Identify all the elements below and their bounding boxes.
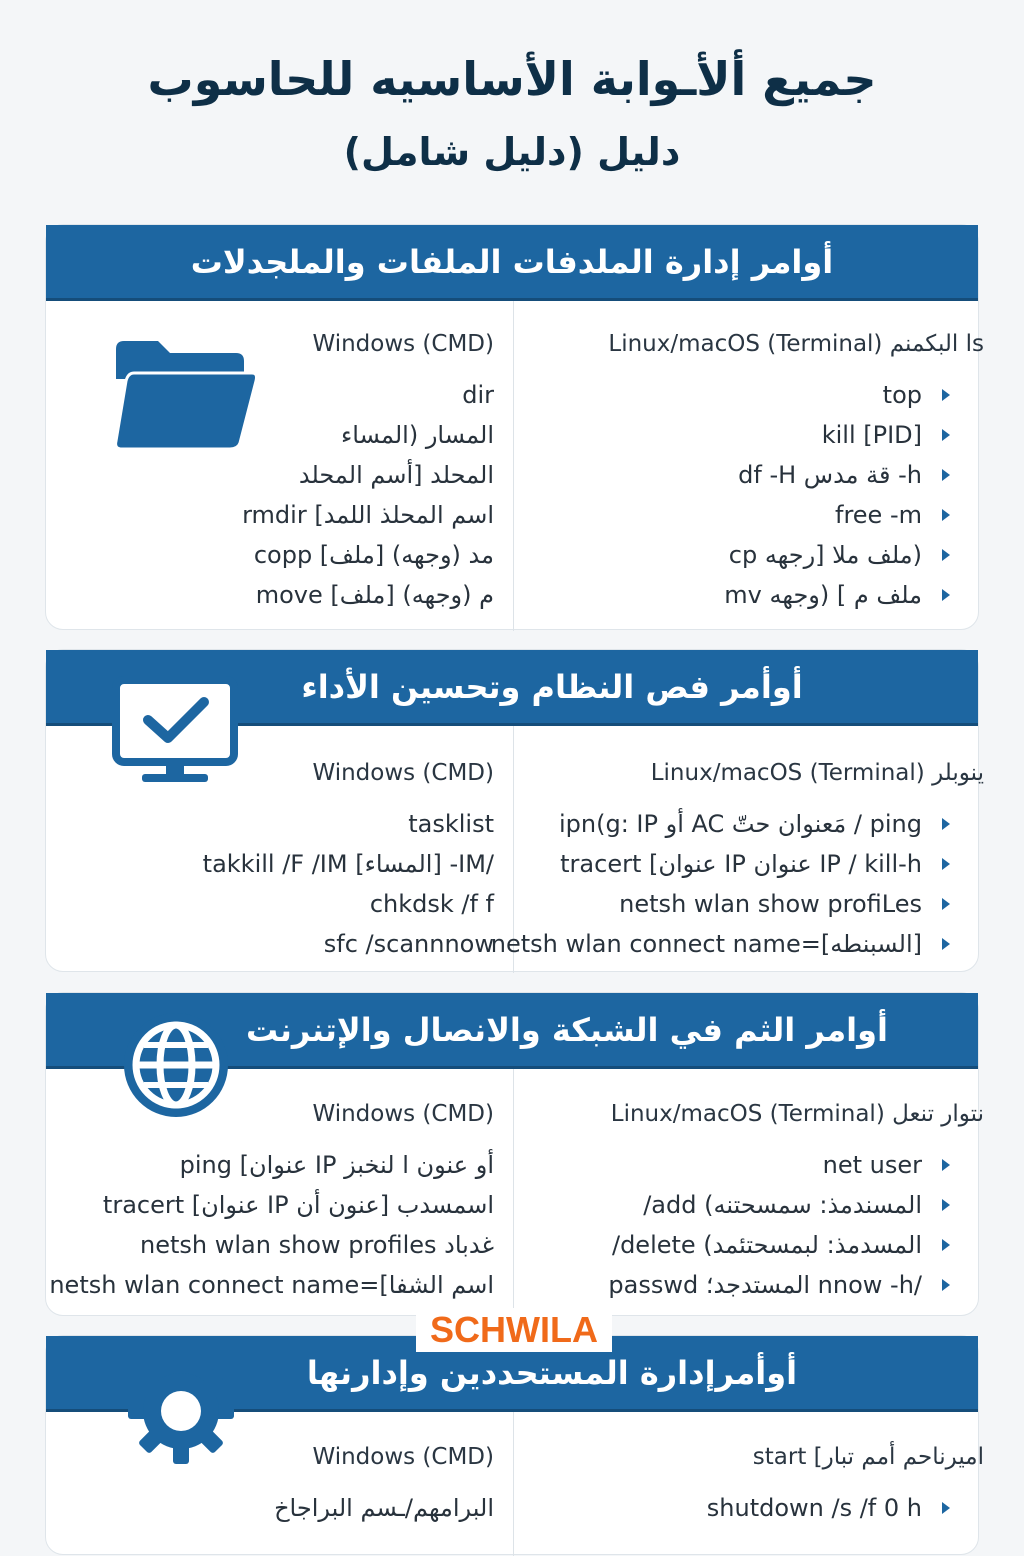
bullet-arrow-icon xyxy=(942,1239,950,1251)
command-text: kill [PID] xyxy=(821,421,922,449)
section-title: أوأمر فص النظام وتحسين الأداء xyxy=(301,667,803,706)
command-row xyxy=(823,1145,950,1185)
command-row xyxy=(559,804,950,844)
command-text: ipn(g: IP أو AC مَعنوان حتّ / ping xyxy=(559,810,922,838)
command-row xyxy=(619,884,950,924)
linux-column xyxy=(526,301,984,615)
bullet-arrow-icon xyxy=(942,1199,950,1211)
command-text: /delete (المسدمذ: لبمسحتئمد xyxy=(611,1231,922,1259)
command-row xyxy=(643,1185,950,1225)
command-text: free -m xyxy=(835,501,922,529)
command-text: passwd المستدجد؛ nnow -h/ xyxy=(608,1271,922,1299)
bullet-arrow-icon xyxy=(942,469,950,481)
command-row xyxy=(883,375,950,415)
command-row xyxy=(612,1225,950,1265)
column-divider xyxy=(513,1412,514,1556)
column-divider xyxy=(513,1069,514,1317)
windows-heading: Windows (CMD) xyxy=(312,331,494,357)
command-text: net user xyxy=(822,1151,922,1179)
windows-column xyxy=(46,1069,494,1305)
command-row xyxy=(822,415,950,455)
command-row: netsh wlan connect name=[اسم الشفا xyxy=(49,1271,494,1299)
command-text: df -H قة مدس -h xyxy=(738,461,922,489)
command-text: shutdown /s /f 0 h xyxy=(706,1494,922,1522)
command-text: cp ملف ملا [رجهه) xyxy=(728,541,922,569)
bullet-arrow-icon xyxy=(942,938,950,950)
command-row: move [ملف] (وجهه) م xyxy=(255,581,494,609)
command-row xyxy=(608,1265,950,1305)
command-row: rmdir [اسم المحلذ اللمد xyxy=(242,501,494,529)
section-file-management xyxy=(45,224,984,630)
linux-column xyxy=(526,1069,984,1305)
command-row: tracert [عنوان IP عنون أن] اسمسدب xyxy=(102,1191,494,1219)
windows-column xyxy=(46,726,494,964)
command-row: المسار (المساء xyxy=(340,421,494,449)
command-text: netsh wlan connect name=[السبنطه] xyxy=(490,930,922,958)
command-row: البرامهم/ـسم البراجاخ xyxy=(274,1494,494,1522)
linux-heading: Linux/macOS (Terminal) البكمنم ls xyxy=(608,331,984,357)
windows-heading: Windows (CMD) xyxy=(312,1101,494,1127)
linux-column xyxy=(526,1412,984,1528)
command-row xyxy=(729,535,950,575)
command-text: mv ملف م ] (وجهه xyxy=(724,581,922,609)
command-row: ping [عنوان IP أو عنون ا لنخبز xyxy=(179,1151,494,1179)
windows-column xyxy=(46,1412,494,1528)
command-row: dir xyxy=(462,381,494,409)
command-row: chkdsk /f f xyxy=(369,890,494,918)
command-row: netsh wlan show profiles غدباد xyxy=(140,1231,494,1259)
command-row xyxy=(724,575,950,615)
bullet-arrow-icon xyxy=(942,858,950,870)
command-row xyxy=(835,495,950,535)
section-title: أوامر الثم في الشبكة والانصال والإتنرنت xyxy=(246,1010,888,1049)
command-row: المحلد [أسم المحلد xyxy=(298,461,494,489)
linux-column xyxy=(490,726,984,964)
section-system-performance xyxy=(45,649,984,972)
command-row: sfc /scannnow xyxy=(323,930,494,958)
section-network xyxy=(45,992,984,1316)
command-text: /add (المسندمذ: سمسحتنه xyxy=(643,1191,922,1219)
command-row: takkill /F /IM [المساء] -IM/ xyxy=(202,850,494,878)
windows-heading: Windows (CMD) xyxy=(312,1444,494,1470)
bullet-arrow-icon xyxy=(942,1502,950,1514)
command-row xyxy=(491,924,950,964)
bullet-arrow-icon xyxy=(942,389,950,401)
bullet-arrow-icon xyxy=(942,898,950,910)
brand-watermark: SCHWILA xyxy=(416,1308,612,1352)
command-row xyxy=(560,844,950,884)
bullet-arrow-icon xyxy=(942,1159,950,1171)
linux-heading: Linux/macOS (Terminal) ينوبلر xyxy=(650,760,984,786)
bullet-arrow-icon xyxy=(942,509,950,521)
bullet-arrow-icon xyxy=(942,429,950,441)
windows-column xyxy=(46,301,494,615)
command-text: tracert [عنوان IP عنوان IP / kill-h xyxy=(560,850,922,878)
section-header xyxy=(46,225,978,301)
bullet-arrow-icon xyxy=(942,818,950,830)
page-subtitle: دليل (دليل شامل) xyxy=(343,130,681,174)
command-text: netsh wlan show profiLes xyxy=(619,890,922,918)
section-title: أوامر إدارة الملدفات الملفات والملجدلات xyxy=(190,242,834,281)
section-user-management xyxy=(45,1335,984,1555)
command-row xyxy=(738,455,950,495)
windows-heading: Windows (CMD) xyxy=(312,760,494,786)
linux-heading: start [اميرناحم أمم تبار xyxy=(752,1444,984,1470)
command-row: copp [ملف] (وجهه) مد xyxy=(253,541,494,569)
column-divider xyxy=(513,301,514,631)
bullet-arrow-icon xyxy=(942,1279,950,1291)
command-row xyxy=(707,1488,950,1528)
linux-heading: Linux/macOS (Terminal) نتوار تنعل xyxy=(610,1101,984,1127)
section-title: أوأمرإدارة المستحددين وإدارنها xyxy=(306,1353,798,1392)
command-row: tasklist xyxy=(408,810,494,838)
bullet-arrow-icon xyxy=(942,549,950,561)
bullet-arrow-icon xyxy=(942,589,950,601)
page-title: جميع ألأـوابة الأساسيه للحاسوب xyxy=(147,52,877,106)
command-text: top xyxy=(882,381,922,409)
